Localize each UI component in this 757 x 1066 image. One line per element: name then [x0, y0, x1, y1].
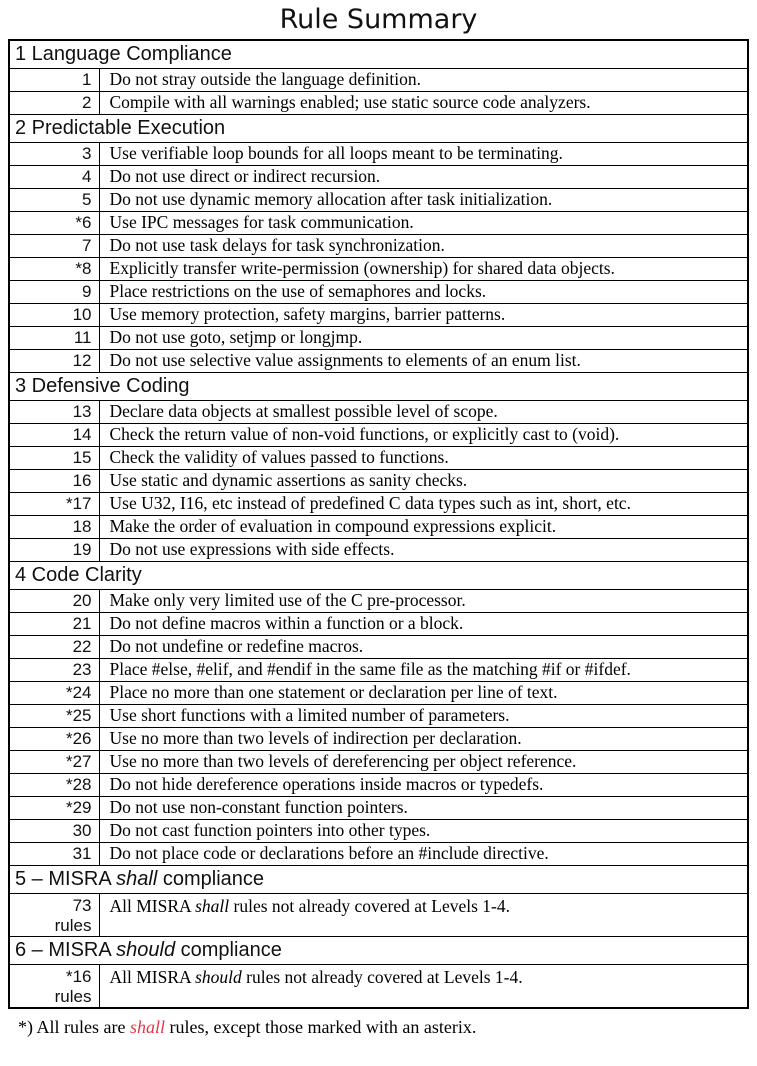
rule-number: *27: [65, 752, 92, 771]
text-segment: Use no more than two levels of dereferencing per object reference.: [109, 751, 577, 771]
rule-number: *25: [65, 706, 92, 725]
rule-number: 18: [72, 517, 92, 536]
text-segment: Do not cast function pointers into other types.: [109, 820, 431, 840]
rule-text-cell: [99, 894, 748, 937]
rule-row: [9, 613, 748, 636]
text-segment: Use memory protection, safety margins, barrier patterns.: [109, 304, 506, 324]
rule-number: 3: [82, 144, 92, 163]
rule-text-cell: [99, 470, 748, 493]
section-header-row-3: [9, 373, 748, 401]
rule-row: [9, 235, 748, 258]
rule-number: 23: [72, 660, 92, 679]
rule-number-cell: [9, 659, 99, 682]
rule-row: [9, 705, 748, 728]
rule-number: 16: [72, 471, 92, 490]
rule-text-cell: [99, 797, 748, 820]
rule-number: 73: [72, 896, 92, 915]
rule-number-cell: [9, 258, 99, 281]
rule-row: [9, 304, 748, 327]
section-title: [9, 937, 748, 965]
text-segment: Make the order of evaluation in compound expressions explicit.: [109, 516, 557, 536]
rule-number: 15: [72, 448, 92, 467]
rule-row: [9, 166, 748, 189]
rule-number: 14: [72, 425, 92, 444]
rule-number-cell: [9, 304, 99, 327]
text-segment: rules not already covered at Levels 1-4.: [241, 967, 523, 987]
text-segment: Do not use goto, setjmp or longjmp.: [109, 327, 363, 347]
rule-text-cell: [99, 258, 748, 281]
text-segment: Do not stray outside the language definition.: [109, 69, 422, 89]
rule-number-cell: [9, 636, 99, 659]
rule-number: 7: [82, 236, 92, 255]
rule-row: [9, 401, 748, 424]
rule-text-cell: [99, 401, 748, 424]
text-segment: Use verifiable loop bounds for all loops meant to be terminating.: [109, 143, 563, 163]
emphasized-text-segment: shall: [116, 868, 158, 890]
rule-text-cell: [99, 447, 748, 470]
emphasized-text-segment: should: [195, 967, 242, 987]
rule-number-cell: [9, 493, 99, 516]
rule-text-cell: [99, 751, 748, 774]
text-segment: Do not use expressions with side effects.: [109, 539, 395, 559]
rule-number: 22: [72, 637, 92, 656]
rule-number: 20: [72, 591, 92, 610]
rule-number-cell: [9, 189, 99, 212]
rule-text-cell: [99, 728, 748, 751]
rule-number: *28: [65, 775, 92, 794]
rule-row: [9, 728, 748, 751]
text-segment: Check the validity of values passed to functions.: [109, 447, 449, 467]
rule-number-cell: [9, 965, 99, 1009]
text-segment: Use U32, I16, etc instead of predefined C data types such as int, short, etc.: [109, 493, 631, 513]
rule-summary-table: [8, 39, 749, 1009]
section-header-row-4: [9, 562, 748, 590]
rule-text-cell: [99, 705, 748, 728]
rule-number-cell: [9, 774, 99, 797]
rule-row: [9, 258, 748, 281]
rule-row: [9, 493, 748, 516]
rule-number-sub-label: rules: [54, 987, 92, 1006]
rule-text-cell: [99, 350, 748, 373]
rule-row: [9, 894, 748, 937]
rule-text-cell: [99, 843, 748, 866]
section-title: [9, 40, 748, 69]
rule-number: *26: [65, 729, 92, 748]
text-segment: Do not define macros within a function or a block.: [109, 613, 464, 633]
text-segment: Make only very limited use of the C pre-processor.: [109, 590, 466, 610]
rule-number: 21: [72, 614, 92, 633]
text-segment: Use no more than two levels of indirection per declaration.: [109, 728, 522, 748]
rule-number-cell: [9, 447, 99, 470]
rule-text-cell: [99, 69, 748, 92]
rule-row: [9, 539, 748, 562]
rule-number-sub-label: rules: [54, 916, 92, 935]
rule-number: *8: [75, 259, 92, 278]
section-title: [9, 866, 748, 894]
rule-number-cell: [9, 797, 99, 820]
rule-table-body: [9, 40, 748, 1008]
rule-row: [9, 470, 748, 493]
rule-number: 11: [73, 328, 92, 347]
rule-text-cell: [99, 212, 748, 235]
footnote-text-post: rules, except those marked with an asterix.: [164, 1017, 477, 1037]
rule-number: *29: [65, 798, 92, 817]
rule-number-cell: [9, 539, 99, 562]
footnote-emphasis-shall: shall: [129, 1017, 165, 1037]
text-segment: Place #else, #elif, and #endif in the same file as the matching #if or #ifdef.: [109, 659, 631, 679]
text-segment: Use static and dynamic assertions as sanity checks.: [109, 470, 468, 490]
text-segment: Place restrictions on the use of semaphores and locks.: [109, 281, 487, 301]
rule-number: 19: [72, 540, 92, 559]
rule-row: [9, 327, 748, 350]
rule-text-cell: [99, 143, 748, 166]
text-segment: Compile with all warnings enabled; use static source code analyzers.: [109, 92, 591, 112]
rule-text-cell: [99, 235, 748, 258]
text-segment: 1 Language Compliance: [15, 43, 232, 65]
text-segment: All MISRA: [109, 896, 196, 916]
rule-text-cell: [99, 659, 748, 682]
text-segment: compliance: [157, 868, 265, 890]
rule-number: 1: [82, 70, 92, 89]
rule-row: [9, 751, 748, 774]
rule-row: [9, 516, 748, 539]
text-segment: Do not use dynamic memory allocation after task initialization.: [109, 189, 553, 209]
text-segment: 4 Code Clarity: [15, 564, 142, 586]
rule-number-cell: [9, 143, 99, 166]
rule-row: [9, 92, 748, 115]
rule-text-cell: [99, 539, 748, 562]
rule-number-cell: [9, 516, 99, 539]
text-segment: Do not use task delays for task synchronization.: [109, 235, 445, 255]
rule-number-cell: [9, 470, 99, 493]
rule-number-cell: [9, 613, 99, 636]
rule-row: [9, 350, 748, 373]
rule-number: 9: [82, 282, 92, 301]
rule-number: *24: [65, 683, 92, 702]
rule-text-cell: [99, 820, 748, 843]
rule-number-cell: [9, 894, 99, 937]
rule-number: 5: [82, 190, 92, 209]
footnote: [18, 1016, 749, 1038]
rule-text-cell: [99, 774, 748, 797]
rule-number: 2: [82, 93, 92, 112]
text-segment: Do not undefine or redefine macros.: [109, 636, 364, 656]
text-segment: rules not already covered at Levels 1-4.: [229, 896, 510, 916]
rule-text-cell: [99, 636, 748, 659]
text-segment: Explicitly transfer write-permission (ownership) for shared data objects.: [109, 258, 615, 278]
section-header-row-2: [9, 115, 748, 143]
section-title: [9, 115, 748, 143]
rule-text-cell: [99, 424, 748, 447]
text-segment: Do not hide dereference operations inside macros or typedefs.: [109, 774, 544, 794]
text-segment: Do not use non-constant function pointers.: [109, 797, 408, 817]
rule-number-cell: [9, 212, 99, 235]
section-title: [9, 373, 748, 401]
rule-row: [9, 424, 748, 447]
rule-row: [9, 69, 748, 92]
rule-number: *17: [65, 494, 92, 513]
rule-text-cell: [99, 613, 748, 636]
text-segment: Use IPC messages for task communication.: [109, 212, 414, 232]
rule-number: 4: [82, 167, 92, 186]
rule-number-cell: [9, 401, 99, 424]
rule-row: [9, 447, 748, 470]
emphasized-text-segment: should: [116, 939, 176, 961]
rule-text-cell: [99, 166, 748, 189]
rule-row: [9, 682, 748, 705]
section-header-row-1: [9, 40, 748, 69]
text-segment: Declare data objects at smallest possible level of scope.: [109, 401, 498, 421]
rule-number-cell: [9, 820, 99, 843]
text-segment: Place no more than one statement or declaration per line of text.: [109, 682, 558, 702]
rule-row: [9, 797, 748, 820]
rule-text-cell: [99, 189, 748, 212]
rule-number-cell: [9, 327, 99, 350]
rule-number-cell: [9, 235, 99, 258]
rule-number-cell: [9, 728, 99, 751]
rule-row: [9, 843, 748, 866]
section-title: [9, 562, 748, 590]
text-segment: compliance: [175, 939, 282, 961]
rule-number-cell: [9, 281, 99, 304]
rule-text-cell: [99, 682, 748, 705]
text-segment: 3 Defensive Coding: [15, 375, 190, 397]
rule-number-cell: [9, 424, 99, 447]
text-segment: 5 – MISRA: [15, 868, 117, 890]
rule-row: [9, 774, 748, 797]
rule-number: 30: [72, 821, 92, 840]
rule-number: 13: [72, 402, 92, 421]
text-segment: Do not use selective value assignments to elements of an enum list.: [109, 350, 581, 370]
rule-number: 10: [72, 305, 92, 324]
rule-row: [9, 212, 748, 235]
footnote-text-pre: *) All rules are: [18, 1017, 130, 1037]
rule-row: [9, 965, 748, 1009]
section-header-row-6: [9, 937, 748, 965]
rule-number-cell: [9, 843, 99, 866]
rule-number-cell: [9, 350, 99, 373]
text-segment: Use short functions with a limited number of parameters.: [109, 705, 510, 725]
rule-number-cell: [9, 590, 99, 613]
text-segment: Do not use direct or indirect recursion.: [109, 166, 381, 186]
rule-number-cell: [9, 166, 99, 189]
rule-text-cell: [99, 327, 748, 350]
rule-number-cell: [9, 751, 99, 774]
text-segment: 6 – MISRA: [15, 939, 117, 961]
rule-text-cell: [99, 965, 748, 1009]
rule-number-cell: [9, 682, 99, 705]
rule-number: *6: [75, 213, 92, 232]
text-segment: Check the return value of non-void functions, or explicitly cast to (void).: [109, 424, 620, 444]
rule-row: [9, 659, 748, 682]
rule-text-cell: [99, 493, 748, 516]
rule-number: *16: [65, 967, 92, 986]
rule-number: 31: [72, 844, 92, 863]
text-segment: 2 Predictable Execution: [15, 117, 226, 139]
rule-row: [9, 820, 748, 843]
text-segment: All MISRA: [109, 967, 196, 987]
page-title: Rule Summary: [279, 4, 478, 35]
rule-row: [9, 143, 748, 166]
rule-row: [9, 636, 748, 659]
text-segment: Do not place code or declarations before an #include directive.: [109, 843, 549, 863]
rule-number-cell: [9, 69, 99, 92]
rule-row: [9, 281, 748, 304]
emphasized-text-segment: shall: [195, 896, 230, 916]
rule-number-cell: [9, 92, 99, 115]
rule-text-cell: [99, 92, 748, 115]
rule-row: [9, 590, 748, 613]
rule-text-cell: [99, 304, 748, 327]
rule-number-cell: [9, 705, 99, 728]
rule-text-cell: [99, 516, 748, 539]
rule-text-cell: [99, 281, 748, 304]
rule-text-cell: [99, 590, 748, 613]
rule-row: [9, 189, 748, 212]
section-header-row-5: [9, 866, 748, 894]
rule-number: 12: [72, 351, 92, 370]
